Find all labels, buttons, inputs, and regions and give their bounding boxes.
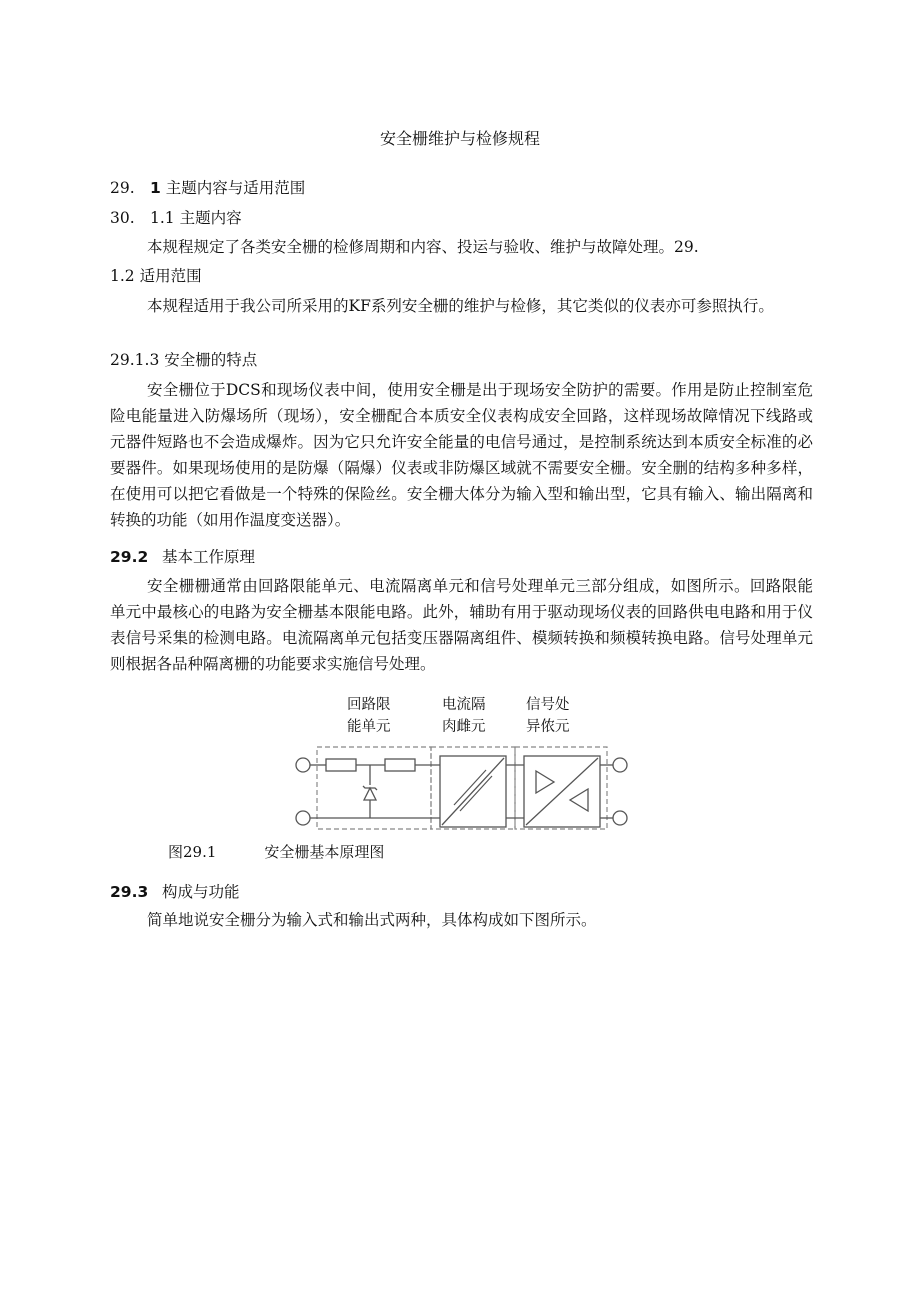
section-1-2-heading: 1.2 适用范围: [110, 267, 202, 285]
paragraph-scope-content: 本规程规定了各类安全栅的检修周期和内容、投运与验收、维护与故障处理。29.: [147, 238, 699, 256]
section-2-title: 基本工作原理: [162, 548, 256, 566]
output-terminal-top: [613, 758, 627, 772]
section-1-1-title: 1.1 主题内容: [150, 209, 242, 227]
label-isolation-1: 电流隔: [442, 697, 486, 713]
figure-caption-text: 安全栅基本原理图: [264, 843, 385, 861]
paragraph-structure-function: 简单地说安全栅分为输入式和输出式两种，具体构成如下图所示。: [147, 911, 597, 929]
section-3-heading: [110, 880, 240, 902]
label-isolation-2: 肉雌元: [442, 719, 486, 735]
label-energy-limit-1: 回路限: [347, 697, 391, 713]
section-1-number: 1: [150, 179, 161, 197]
figure-caption: [168, 841, 384, 862]
section-3-title: 构成与功能: [162, 883, 240, 901]
label-energy-limit-2: 能单元: [347, 719, 391, 735]
paragraph-working-principle: 安全栅栅通常由回路限能单元、电流隔离单元和信号处理单元三部分组成，如图所示。回路限能单元中最核心的电路为安全栅基本限能电路。此外，辅助有用于驱动现场仪表的回路供电电路和用于仪表信号采集的检测电路。电流隔离单元包括变压器隔离组件、模频转换和频模转换电路。信号处理单元则根据各品种隔离栅的功能要求实施信号处理。: [110, 577, 813, 673]
input-terminal-top: [296, 758, 310, 772]
paragraph-barrier-features: 安全栅位于DCS和现场仪表中间，使用安全栅是出于现场安全防护的需要。作用是防止控制室危险电能量进入防爆场所（现场），安全栅配合本质安全仪表构成安全回路，这样现场故障情况下线路或元器件短路也不会造成爆炸。因为它只允许安全能量的电信号通过，是控制系统达到本质安全标准的必要器件。如果现场使用的是防爆（隔爆）仪表或非防爆区域就不需要安全栅。安全删的结构多种多样，在使用可以把它看做是一个特殊的保险丝。安全栅大体分为输入型和输出型，它具有输入、输出隔离和转换的功能（如用作温度变送器）。: [110, 381, 813, 529]
section-2-heading: [110, 545, 255, 567]
section-1-3-heading: 29.1.3 安全栅的特点: [110, 351, 258, 369]
signal-processing-block: [524, 756, 600, 827]
paragraph-applicability: 本规程适用于我公司所采用的KF系列安全栅的维护与检修，其它类似的仪表亦可参照执行。: [147, 297, 774, 315]
label-signal-proc-1: 信号处: [526, 697, 570, 713]
output-terminal-bottom: [613, 811, 627, 825]
figure-caption-number: 图29.1: [168, 843, 217, 861]
section-2-number: 29.2: [110, 548, 149, 566]
section-1-heading: [110, 176, 305, 198]
section-1-1-list-number: 30.: [110, 209, 135, 227]
isolation-block: [440, 756, 506, 827]
barrier-principle-diagram: [290, 690, 640, 835]
section-3-number: 29.3: [110, 883, 149, 901]
resistor-1: [326, 759, 356, 771]
section-1-title: 主题内容与适用范围: [165, 179, 306, 197]
label-signal-proc-2: 异侬元: [526, 719, 570, 735]
input-terminal-bottom: [296, 811, 310, 825]
section-1-1-heading: [110, 206, 242, 228]
document-title: 安全栅维护与检修规程: [379, 129, 540, 148]
zener-diode: [363, 786, 377, 800]
section-1-list-number: 29.: [110, 179, 135, 197]
resistor-2: [385, 759, 415, 771]
